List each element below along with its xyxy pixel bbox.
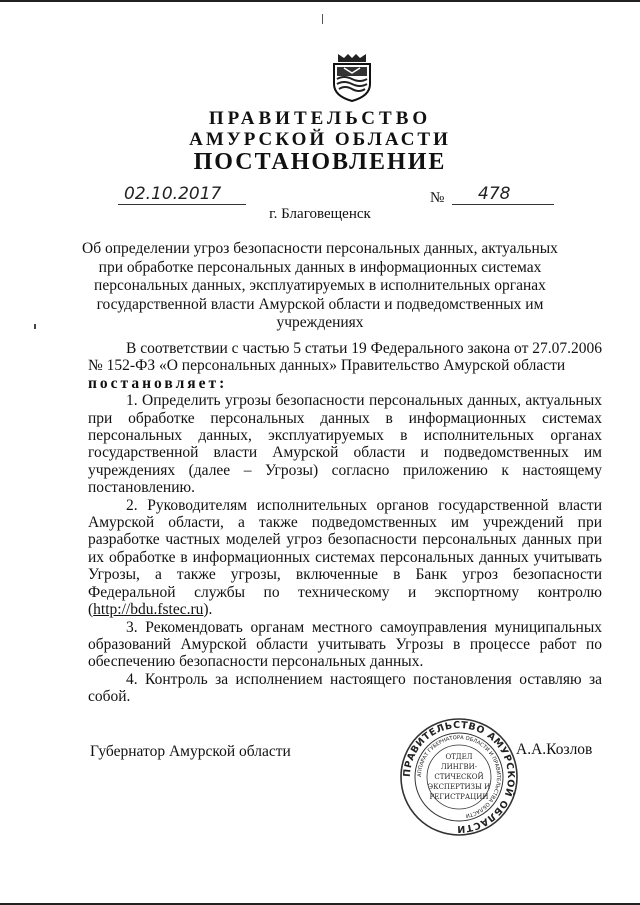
document-type-heading: ПОСТАНОВЛЕНИЕ [193, 149, 447, 175]
stamp-line: СТИЧЕСКОЙ [434, 773, 484, 781]
region-heading: АМУРСКОЙ ОБЛАСТИ [189, 129, 451, 150]
fstec-link[interactable]: http://bdu.fstec.ru [93, 601, 204, 619]
coat-of-arms-icon [330, 52, 374, 102]
item-4: 4. Контроль за исполнением настоящего постановления оставляю за собой. [88, 670, 602, 706]
scan-artifact [34, 324, 36, 329]
number-sign: № [430, 190, 445, 206]
scan-artifact [322, 14, 323, 24]
number-underline [452, 204, 554, 205]
signatory-name: А.А.Козлов [516, 741, 593, 758]
decree-number: 478 [478, 184, 511, 204]
decree-body [88, 340, 602, 706]
scan-border-top [0, 0, 640, 2]
signatory-position: Губернатор Амурской области [90, 743, 291, 760]
stamp-line: ЭКСПЕРТИЗЫ И [427, 783, 491, 791]
stamp-line: ЛИНГВИ- [440, 763, 478, 771]
government-heading: ПРАВИТЕЛЬСТВО [208, 108, 432, 129]
date-underline [118, 204, 246, 205]
city-label: г. Благовещенск [269, 206, 371, 222]
item-2: 2. Руководителям исполнительных органов государственной власти Амурской области, а также подведомственных им учреждений при разработке частных моделей угроз безопасности персональных данных при их обработке в информационных системах персональных данных учитывать Угрозы, а также угрозы, включенные в Банк угроз безопасности Федеральной службы по техническому и экспортному контролю (http://bdu.fstec.ru). [88, 496, 602, 619]
preamble: В соответствии с частью 5 статьи 19 Федерального закона от 27.07.2006 № 152-ФЗ «О персональных данных» Правительство Амурской области [88, 340, 602, 375]
decree-date: 02.10.2017 [124, 184, 222, 204]
stamp-inner-text: АППАРАТ ГУБЕРНАТОРА ОБЛАСТИ И ПРАВИТЕЛЬСТВА ОБЛАСТИ [416, 734, 502, 819]
stamp-outer-text: ПРАВИТЕЛЬСТВО АМУРСКОЙ ОБЛАСТИ [401, 719, 517, 835]
stamp-line: РЕГИСТРАЦИИ [429, 793, 489, 801]
resolves-label: постановляет: [88, 374, 228, 392]
item-1: 1. Определить угрозы безопасности персональных данных, актуальных при обработке персональных данных в информационных системах персональных данных, эксплуатируемых в исполнительных органах государственной власти Амурской области и подведомственных им учреждениях (далее – Угрозы) согласно приложению к настоящему постановлению. [88, 392, 602, 497]
stamp-line: ОТДЕЛ [445, 753, 473, 761]
official-stamp-icon [398, 716, 520, 838]
decree-title: Об определении угроз безопасности персональных данных, актуальных при обработке персональных данных в информационных системах персональных данных, эксплуатируемых в исполнительных органах государственной власти Амурской области и подведомственных им учреждениях [82, 240, 558, 331]
item-3: 3. Рекомендовать органам местного самоуправления муниципальных образований Амурской области учитывать Угрозы в процессе работ по обеспечению безопасности персональных данных. [88, 618, 602, 671]
